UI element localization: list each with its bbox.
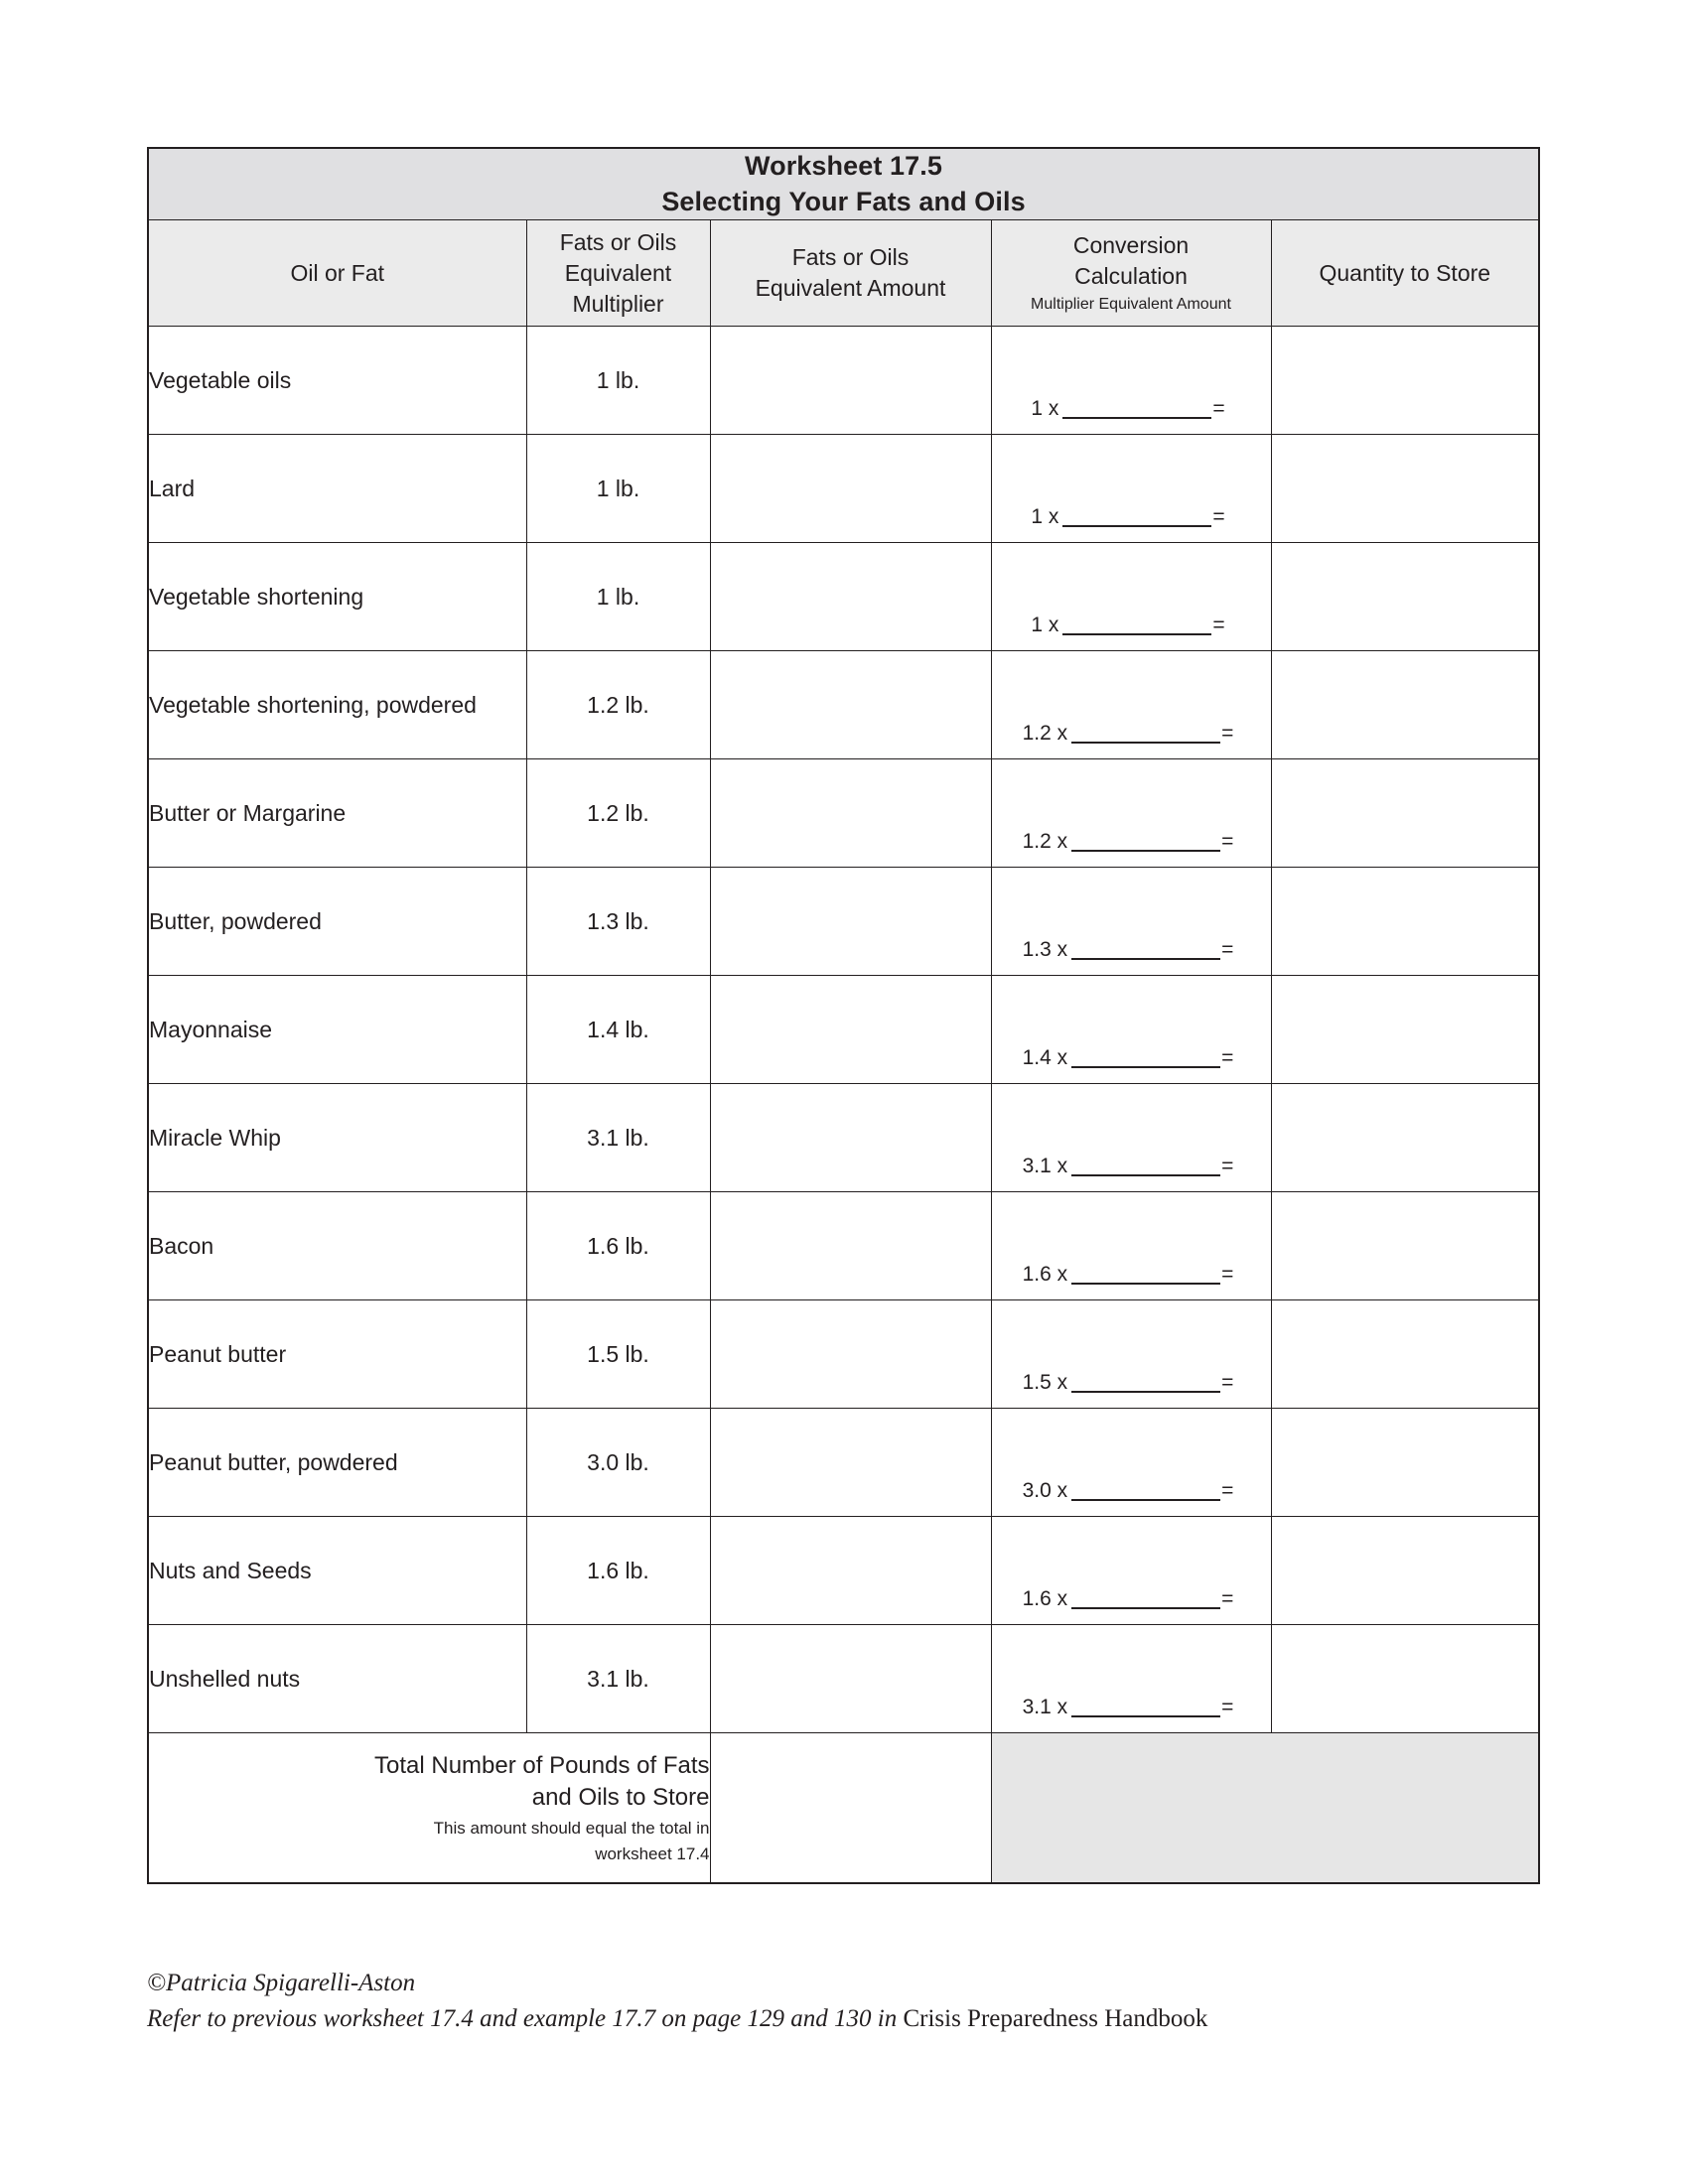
cell-equivalent-amount-input[interactable] xyxy=(710,1409,991,1517)
worksheet-number: Worksheet 17.5 xyxy=(745,151,943,181)
cell-oil-or-fat: Mayonnaise xyxy=(148,976,526,1084)
cell-equivalent-amount-input[interactable] xyxy=(710,1084,991,1192)
cell-conversion-calculation[interactable] xyxy=(991,976,1271,1084)
footer-book-title-text: Crisis Preparedness Handbook xyxy=(903,2004,1208,2032)
header-equivalent-multiplier xyxy=(526,220,710,327)
header-equivalent-amount xyxy=(710,220,991,327)
formula-times-symbol: x xyxy=(1056,722,1068,746)
cell-quantity-to-store-input[interactable] xyxy=(1271,868,1539,976)
header-equivalent-multiplier-line2: Equivalent xyxy=(564,259,672,286)
formula-multiplier: 1 xyxy=(1031,614,1044,637)
formula-blank-line[interactable] xyxy=(1071,1607,1220,1609)
table-row xyxy=(148,1192,1539,1300)
formula-times-symbol: x xyxy=(1056,1696,1068,1719)
cell-oil-or-fat: Vegetable shortening, powdered xyxy=(148,651,526,759)
header-conversion-subtext: Multiplier Equivalent Amount xyxy=(1031,296,1231,314)
conversion-formula xyxy=(992,1371,1271,1395)
header-equivalent-amount-line1: Fats or Oils xyxy=(791,244,910,271)
cell-quantity-to-store-input[interactable] xyxy=(1271,976,1539,1084)
conversion-formula xyxy=(992,1587,1271,1611)
total-row xyxy=(148,1733,1539,1884)
cell-conversion-calculation[interactable] xyxy=(991,651,1271,759)
cell-equivalent-multiplier: 1.6 lb. xyxy=(526,1192,710,1300)
formula-times-symbol: x xyxy=(1048,614,1059,637)
cell-equivalent-amount-input[interactable] xyxy=(710,651,991,759)
formula-equals-symbol: = xyxy=(1212,397,1225,421)
formula-multiplier: 1.2 xyxy=(1022,830,1052,854)
cell-conversion-calculation[interactable] xyxy=(991,543,1271,651)
cell-oil-or-fat: Butter or Margarine xyxy=(148,759,526,868)
formula-multiplier: 1.6 xyxy=(1022,1587,1052,1611)
formula-multiplier: 1.3 xyxy=(1022,938,1052,962)
formula-times-symbol: x xyxy=(1048,397,1059,421)
formula-times-symbol: x xyxy=(1056,1587,1068,1611)
cell-quantity-to-store-input[interactable] xyxy=(1271,543,1539,651)
header-equivalent-amount-line2: Equivalent Amount xyxy=(755,275,946,302)
cell-equivalent-amount-input[interactable] xyxy=(710,327,991,435)
formula-multiplier: 3.0 xyxy=(1022,1479,1052,1503)
cell-equivalent-multiplier: 1.4 lb. xyxy=(526,976,710,1084)
formula-blank-line[interactable] xyxy=(1071,1174,1220,1176)
cell-oil-or-fat: Vegetable oils xyxy=(148,327,526,435)
column-header-row xyxy=(148,220,1539,327)
table-row xyxy=(148,1517,1539,1625)
cell-equivalent-multiplier: 1.2 lb. xyxy=(526,759,710,868)
cell-equivalent-multiplier: 3.1 lb. xyxy=(526,1625,710,1733)
table-row xyxy=(148,1625,1539,1733)
cell-conversion-calculation[interactable] xyxy=(991,1300,1271,1409)
cell-quantity-to-store-input[interactable] xyxy=(1271,1409,1539,1517)
formula-blank-line[interactable] xyxy=(1071,1715,1220,1717)
cell-conversion-calculation[interactable] xyxy=(991,1517,1271,1625)
cell-oil-or-fat: Lard xyxy=(148,435,526,543)
cell-equivalent-amount-input[interactable] xyxy=(710,1300,991,1409)
formula-equals-symbol: = xyxy=(1221,830,1234,854)
cell-equivalent-multiplier: 3.1 lb. xyxy=(526,1084,710,1192)
formula-multiplier: 1 xyxy=(1031,397,1044,421)
footer-reference-text: Refer to previous worksheet 17.4 and example 17.7 on page 129 and 130 in xyxy=(147,2004,898,2032)
cell-quantity-to-store-input[interactable] xyxy=(1271,327,1539,435)
formula-times-symbol: x xyxy=(1056,1479,1068,1503)
cell-equivalent-amount-input[interactable] xyxy=(710,543,991,651)
conversion-formula xyxy=(992,1155,1271,1178)
footer xyxy=(147,1966,1438,2036)
cell-equivalent-multiplier: 1.5 lb. xyxy=(526,1300,710,1409)
cell-quantity-to-store-input[interactable] xyxy=(1271,1300,1539,1409)
conversion-formula xyxy=(992,614,1271,637)
formula-times-symbol: x xyxy=(1056,830,1068,854)
header-quantity-to-store-label: Quantity to Store xyxy=(1319,259,1491,286)
conversion-formula xyxy=(992,1479,1271,1503)
formula-times-symbol: x xyxy=(1056,1155,1068,1178)
formula-equals-symbol: = xyxy=(1212,614,1225,637)
cell-conversion-calculation[interactable] xyxy=(991,327,1271,435)
footer-copyright: ©Patricia Spigarelli-Aston xyxy=(147,1970,416,1996)
table-row xyxy=(148,1300,1539,1409)
cell-quantity-to-store-input[interactable] xyxy=(1271,1517,1539,1625)
table-row xyxy=(148,327,1539,435)
header-conversion-line1: Conversion xyxy=(1072,232,1190,259)
cell-conversion-calculation[interactable] xyxy=(991,759,1271,868)
cell-equivalent-multiplier: 1.2 lb. xyxy=(526,651,710,759)
cell-equivalent-multiplier: 1.6 lb. xyxy=(526,1517,710,1625)
table-row xyxy=(148,1084,1539,1192)
formula-times-symbol: x xyxy=(1056,938,1068,962)
formula-blank-line[interactable] xyxy=(1071,742,1220,744)
header-conversion-calculation xyxy=(991,220,1271,327)
total-label-line2: and Oils to Store xyxy=(531,1783,710,1811)
worksheet-table-container xyxy=(147,147,1538,1884)
formula-blank-line[interactable] xyxy=(1071,1283,1220,1285)
formula-blank-line[interactable] xyxy=(1071,850,1220,852)
formula-multiplier: 1.6 xyxy=(1022,1263,1052,1287)
cell-conversion-calculation[interactable] xyxy=(991,1192,1271,1300)
formula-times-symbol: x xyxy=(1056,1046,1068,1070)
formula-multiplier: 3.1 xyxy=(1022,1155,1052,1178)
cell-conversion-calculation[interactable] xyxy=(991,1625,1271,1733)
formula-equals-symbol: = xyxy=(1221,1046,1234,1070)
cell-oil-or-fat: Vegetable shortening xyxy=(148,543,526,651)
formula-blank-line[interactable] xyxy=(1062,633,1211,635)
conversion-formula xyxy=(992,1696,1271,1719)
conversion-formula xyxy=(992,397,1271,421)
formula-multiplier: 3.1 xyxy=(1022,1696,1052,1719)
conversion-formula xyxy=(992,830,1271,854)
footer-reference xyxy=(147,2001,1438,2037)
formula-equals-symbol: = xyxy=(1221,1371,1234,1395)
cell-quantity-to-store-input[interactable] xyxy=(1271,1625,1539,1733)
worksheet-title-cell xyxy=(148,148,1539,220)
formula-blank-line[interactable] xyxy=(1062,525,1211,527)
cell-equivalent-amount-input[interactable] xyxy=(710,1625,991,1733)
formula-blank-line[interactable] xyxy=(1071,1066,1220,1068)
formula-equals-symbol: = xyxy=(1221,1479,1234,1503)
cell-quantity-to-store-input[interactable] xyxy=(1271,1192,1539,1300)
header-quantity-to-store xyxy=(1271,220,1539,327)
total-value-input[interactable] xyxy=(710,1733,991,1884)
table-row xyxy=(148,435,1539,543)
formula-equals-symbol: = xyxy=(1212,505,1225,529)
cell-oil-or-fat: Bacon xyxy=(148,1192,526,1300)
cell-equivalent-multiplier: 3.0 lb. xyxy=(526,1409,710,1517)
formula-times-symbol: x xyxy=(1048,505,1059,529)
worksheet-table xyxy=(147,147,1540,1884)
formula-equals-symbol: = xyxy=(1221,938,1234,962)
header-conversion-line2: Calculation xyxy=(1074,263,1188,290)
cell-conversion-calculation[interactable] xyxy=(991,868,1271,976)
table-row xyxy=(148,759,1539,868)
formula-times-symbol: x xyxy=(1056,1371,1068,1395)
cell-oil-or-fat: Butter, powdered xyxy=(148,868,526,976)
cell-oil-or-fat: Nuts and Seeds xyxy=(148,1517,526,1625)
formula-blank-line[interactable] xyxy=(1071,1499,1220,1501)
formula-equals-symbol: = xyxy=(1221,1696,1234,1719)
table-row xyxy=(148,543,1539,651)
formula-blank-line[interactable] xyxy=(1062,417,1211,419)
table-row xyxy=(148,1409,1539,1517)
formula-times-symbol: x xyxy=(1056,1263,1068,1287)
cell-equivalent-amount-input[interactable] xyxy=(710,1517,991,1625)
cell-equivalent-multiplier: 1 lb. xyxy=(526,543,710,651)
total-note-line1: This amount should equal the total in xyxy=(433,1818,710,1838)
header-oil-or-fat xyxy=(148,220,526,327)
cell-equivalent-amount-input[interactable] xyxy=(710,435,991,543)
table-row xyxy=(148,651,1539,759)
formula-equals-symbol: = xyxy=(1221,1155,1234,1178)
cell-quantity-to-store-input[interactable] xyxy=(1271,651,1539,759)
total-row-blocked-area xyxy=(991,1733,1539,1884)
conversion-formula xyxy=(992,938,1271,962)
table-row xyxy=(148,868,1539,976)
formula-equals-symbol: = xyxy=(1221,722,1234,746)
cell-quantity-to-store-input[interactable] xyxy=(1271,435,1539,543)
cell-equivalent-amount-input[interactable] xyxy=(710,976,991,1084)
cell-oil-or-fat: Unshelled nuts xyxy=(148,1625,526,1733)
conversion-formula xyxy=(992,1263,1271,1287)
formula-multiplier: 1.4 xyxy=(1022,1046,1052,1070)
formula-multiplier: 1.2 xyxy=(1022,722,1052,746)
conversion-formula xyxy=(992,1046,1271,1070)
cell-equivalent-amount-input[interactable] xyxy=(710,759,991,868)
cell-conversion-calculation[interactable] xyxy=(991,1409,1271,1517)
worksheet-subtitle: Selecting Your Fats and Oils xyxy=(661,186,1026,216)
cell-equivalent-multiplier: 1 lb. xyxy=(526,327,710,435)
total-label-cell xyxy=(148,1733,710,1884)
total-note-line2: worksheet 17.4 xyxy=(595,1844,710,1864)
header-equivalent-multiplier-line3: Multiplier xyxy=(572,290,664,317)
cell-conversion-calculation[interactable] xyxy=(991,1084,1271,1192)
header-oil-or-fat-label: Oil or Fat xyxy=(290,259,385,286)
cell-equivalent-amount-input[interactable] xyxy=(710,1192,991,1300)
cell-conversion-calculation[interactable] xyxy=(991,435,1271,543)
conversion-formula xyxy=(992,505,1271,529)
conversion-formula xyxy=(992,722,1271,746)
formula-equals-symbol: = xyxy=(1221,1587,1234,1611)
formula-equals-symbol: = xyxy=(1221,1263,1234,1287)
table-row xyxy=(148,976,1539,1084)
cell-oil-or-fat: Peanut butter xyxy=(148,1300,526,1409)
total-label-line1: Total Number of Pounds of Fats xyxy=(374,1751,710,1779)
cell-oil-or-fat: Miracle Whip xyxy=(148,1084,526,1192)
header-equivalent-multiplier-line1: Fats or Oils xyxy=(559,228,677,255)
formula-multiplier: 1.5 xyxy=(1022,1371,1052,1395)
cell-quantity-to-store-input[interactable] xyxy=(1271,1084,1539,1192)
formula-blank-line[interactable] xyxy=(1071,958,1220,960)
cell-equivalent-multiplier: 1.3 lb. xyxy=(526,868,710,976)
worksheet-title-row xyxy=(148,148,1539,220)
cell-equivalent-amount-input[interactable] xyxy=(710,868,991,976)
cell-equivalent-multiplier: 1 lb. xyxy=(526,435,710,543)
formula-blank-line[interactable] xyxy=(1071,1391,1220,1393)
formula-multiplier: 1 xyxy=(1031,505,1044,529)
cell-oil-or-fat: Peanut butter, powdered xyxy=(148,1409,526,1517)
cell-quantity-to-store-input[interactable] xyxy=(1271,759,1539,868)
